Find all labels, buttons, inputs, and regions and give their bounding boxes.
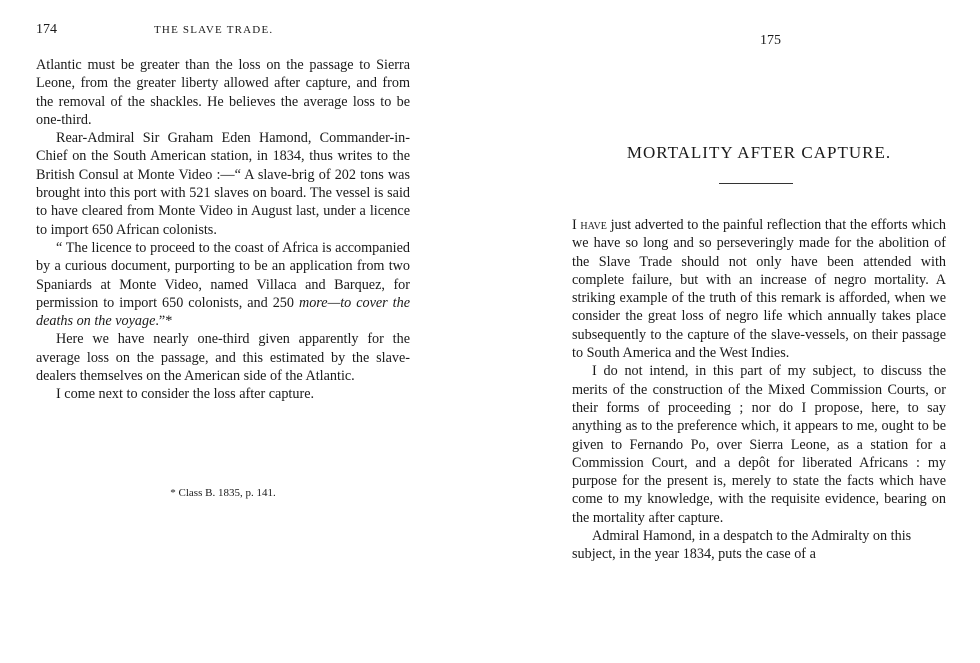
paragraph-hamond: Rear-Admiral Sir Graham Eden Hamond, Commander-in-Chief on the South American station, in 1834, thus writes to the British Consul at Monte Video :—“ A slave-brig of 202 tons was brought into this port with 521 slaves on board. The vessel is said to have cleared from Monte Video in August last, under a licence to import 650 African colonists. [36, 130, 410, 238]
chapter-title: MORTALITY AFTER CAPTURE. [626, 143, 892, 162]
paragraph-commission: I do not intend, in this part of my subject, to discuss the merits of the construction of the Mixed Commission Courts, or their forms of proceeding ; nor do I propose, here, to say anything as to the preference which, it appears to me, ought to be given to Fernando Po, over Sierra Leone, as a station for a Commission Court, and a depôt for liberated Africans : my purpose for the present is, merely to state the facts which have come to my knowledge, with the requisite evidence, bearing on the mortality after capture. [572, 363, 946, 526]
quote-italic: more—to cover the deaths on the voyage [36, 294, 411, 330]
opening-rest: just adverted to the painful reflection that the efforts which we have so long and so perseveringly made for the abolition of the Slave Trade should not only have been attended with complete failure, but with an increase of negro mortality. A striking example of the truth of this remark is afforded, when we consider the great loss of negro life which annually takes place subsequently to the capture of the slave-vessels, on their passage to South America and the West Indies. [572, 217, 946, 362]
quote-start: “ The licence to proceed to the coast of Africa is accompanied by a curious document, purporting to be an application from two Spaniards at Monte Video, named Villaca and Barquez, for permission to import 650 colonists, and 250 [36, 239, 410, 311]
right-page-text [572, 216, 946, 564]
title-rule [719, 183, 793, 184]
paragraph-continuation: Atlantic must be greater than the loss on the passage to Sierra Leone, from the greater liberty allowed after capture, and from the removal of the shackles. He believes the average loss to be one-third. [36, 57, 410, 128]
footnote: * Class B. 1835, p. 141. [170, 487, 276, 499]
left-page-number: 174 [36, 22, 57, 37]
paragraph-admiral: Admiral Hamond, in a despatch to the Admiralty on this subject, in the year 1834, puts the case of a [572, 528, 912, 563]
paragraph-next: I come next to consider the loss after capture. [56, 386, 315, 403]
quote-end: .”* [155, 313, 173, 330]
left-page-header [36, 22, 410, 42]
running-head: THE SLAVE TRADE. [154, 24, 274, 36]
paragraph-licence-quote [36, 239, 410, 330]
paragraph-one-third: Here we have nearly one-third given apparently for the average loss on the passage, and this estimated by the slave-dealers themselves on the American side of the Atlantic. [36, 331, 410, 385]
right-page-number: 175 [760, 33, 781, 48]
paragraph-opening [572, 216, 946, 362]
opening-words: I have [572, 217, 607, 233]
left-page-text [36, 56, 410, 404]
